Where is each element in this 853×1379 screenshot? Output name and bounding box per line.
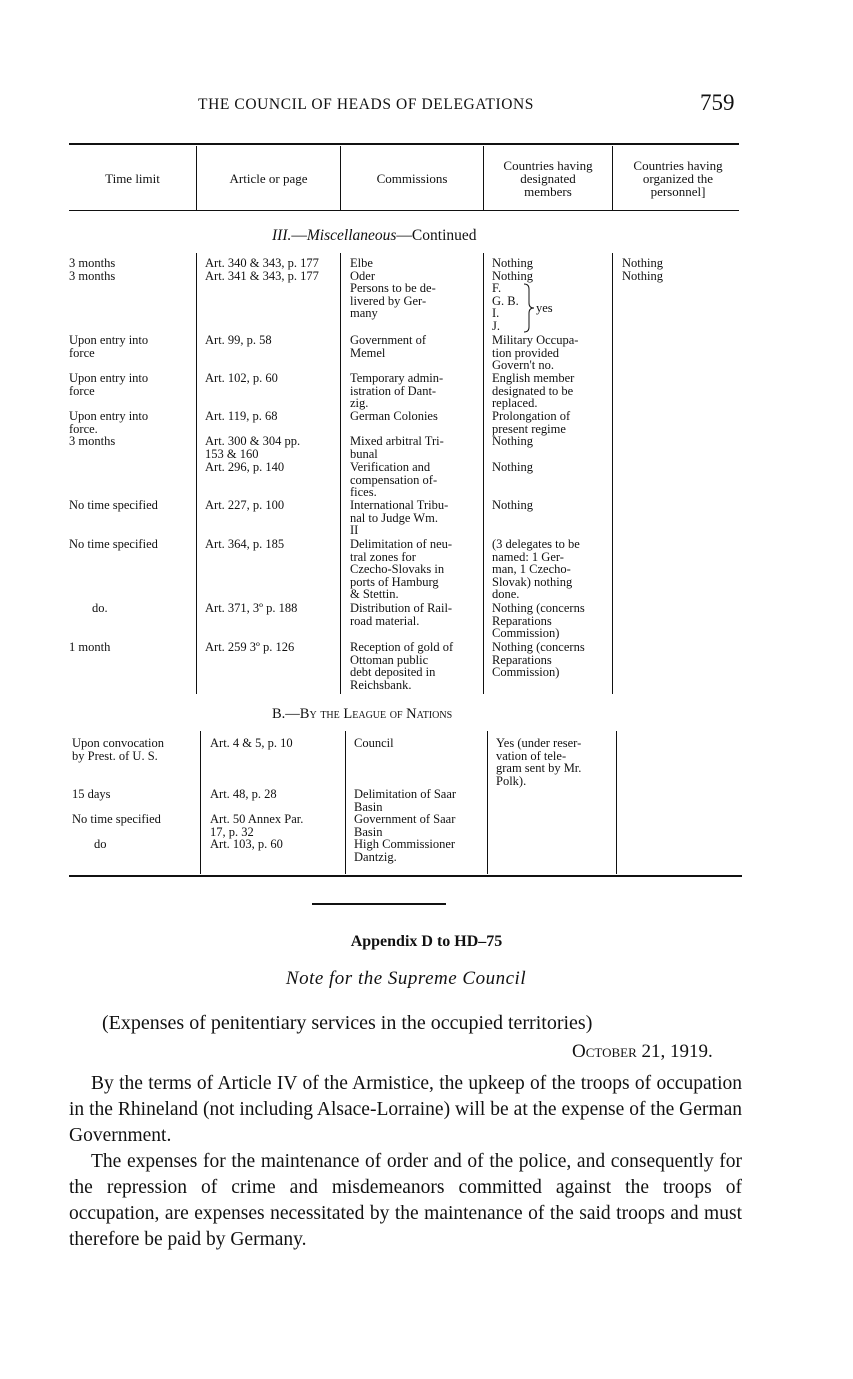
table-cell: German Colonies Mixed arbitral Tri- bunal [350,409,444,461]
col-divider [200,731,201,874]
table-cell: Council [354,736,394,750]
table-cell: No time specified [72,812,161,826]
table-cell: Reception of gold of Ottoman public debt deposited in Reichsbank. [350,640,454,692]
table-cell: Verification and compensation of- fices. [350,460,438,499]
table-cell: 1 month [69,640,111,654]
table-cell: High Commissioner Dantzig. [354,837,456,864]
table-cell: Distribution of Rail- road material. [350,601,453,628]
table-cell: Art. 102, p. 60 [205,371,278,385]
table-cell: Upon convocation by Prest. of U. S. [72,736,164,763]
table-cell: Art. 296, p. 140 [205,460,285,474]
table-cell: Delimitation of neu- tral zones for Czecho-Slovaks in ports of Hamburg & Stettin. [350,537,453,601]
col-header-article: Article or page [229,171,308,186]
col-divider [616,731,617,874]
brace-icon [522,283,536,333]
table-cell: Art. 371, 3º p. 188 [205,601,298,615]
table-cell: Nothing Nothing [622,256,663,283]
note-date: October 21, 1919. [572,1041,713,1062]
table-top-rule [69,143,739,145]
table-cell: English member designated to be replaced. [492,371,575,410]
table-cell: Art. 48, p. 28 [210,787,277,801]
table-cell: Yes (under reser- vation of tele- gram sent by Mr. Polk). [496,736,582,788]
table-cell: Art. 259 3º p. 126 [205,640,295,654]
table-cell: Art. 50 Annex Par. 17, p. 32 [210,812,304,839]
table-cell: Art. 340 & 343, p. 177 Art. 341 & 343, p. 177 [205,256,319,283]
col-header-time-limit: Time limit [105,171,160,186]
col-header-organized: Countries having organized the personnel] [633,158,723,199]
table-cell: Art. 4 & 5, p. 10 [210,736,293,750]
note-title: Note for the Supreme Council [285,968,527,989]
table-cell: Government of Memel [350,333,427,360]
table-cell: Art. 99, p. 58 [205,333,272,347]
table-cell: Military Occupa- tion provided Govern't no. [492,333,579,372]
col-divider [196,253,197,694]
country-bracket-list: F. G. B. I. J. [492,281,519,333]
table-cell: Art. 119, p. 68 Art. 300 & 304 pp. 153 & 160 [205,409,301,461]
table-cell: Delimitation of Saar Basin [354,787,457,814]
table-header-rule [69,210,739,211]
paragraph: The expenses for the maintenance of order and of the police, and consequently for the repression of crime and misdemeanors committed against the troops of occupation, are expenses necessitated by the maintenance of the said troops and must therefore be paid by Germany. [69,1151,742,1250]
col-divider [612,253,613,694]
page-number: 759 [700,90,735,115]
table-cell: 3 months 3 months [69,256,116,283]
table-cell: Upon entry into force [69,333,149,360]
col-divider [345,731,346,874]
table-cell: Nothing [492,460,533,474]
table-cell: Temporary admin- istration of Dant- zig. [350,371,444,410]
table-cell: 15 days [72,787,111,801]
table-cell: Government of Saar Basin [354,812,456,839]
table-cell: No time specified [69,537,158,551]
table-cell: International Tribu- nal to Judge Wm. II [350,498,449,537]
table-cell: Nothing Nothing [492,256,533,283]
appendix-title: Appendix D to HD–75 [350,933,503,950]
table-cell: (3 delegates to be named: 1 Ger- man, 1 Czecho- Slovak) nothing done. [492,537,580,601]
table-bottom-rule [69,875,742,877]
bracket-answer: yes [536,301,553,315]
table-cell: Art. 103, p. 60 [210,837,283,851]
separator-rule [312,903,446,905]
table-cell: Elbe Oder Persons to be de- livered by Ger- many [350,256,436,320]
table-cell: No time specified [69,498,158,512]
table-cell: do. [92,601,108,615]
col-header-commissions: Commissions [376,171,448,186]
col-divider [487,731,488,874]
table-cell: Art. 227, p. 100 [205,498,285,512]
table-cell: Art. 364, p. 185 [205,537,285,551]
table-cell: Prolongation of present regime Nothing [492,409,571,448]
table-cell: Nothing (concerns Reparations Commission) [492,640,585,679]
col-divider [340,253,341,694]
col-divider [483,253,484,694]
paragraph: By the terms of Article IV of the Armistice, the upkeep of the troops of occupation in the Rhineland (not including Alsace-Lorraine) will be at the expense of the German Government. [69,1073,742,1146]
note-subtitle: (Expenses of penitentiary services in the occupied territories) [102,1012,593,1034]
section-heading-miscellaneous: III.—Miscellaneous—Continued [272,227,477,244]
table-cell: Upon entry into force [69,371,149,398]
col-header-designated: Countries having designated members [503,158,593,199]
running-head: THE COUNCIL OF HEADS OF DELEGATIONS [198,96,535,113]
table-cell: Nothing [492,498,533,512]
table-cell: do [94,837,107,851]
section-heading-league: B.—By the League of Nations [272,706,453,722]
table-cell: Nothing (concerns Reparations Commission) [492,601,585,640]
table-cell: Upon entry into force. 3 months [69,409,149,448]
